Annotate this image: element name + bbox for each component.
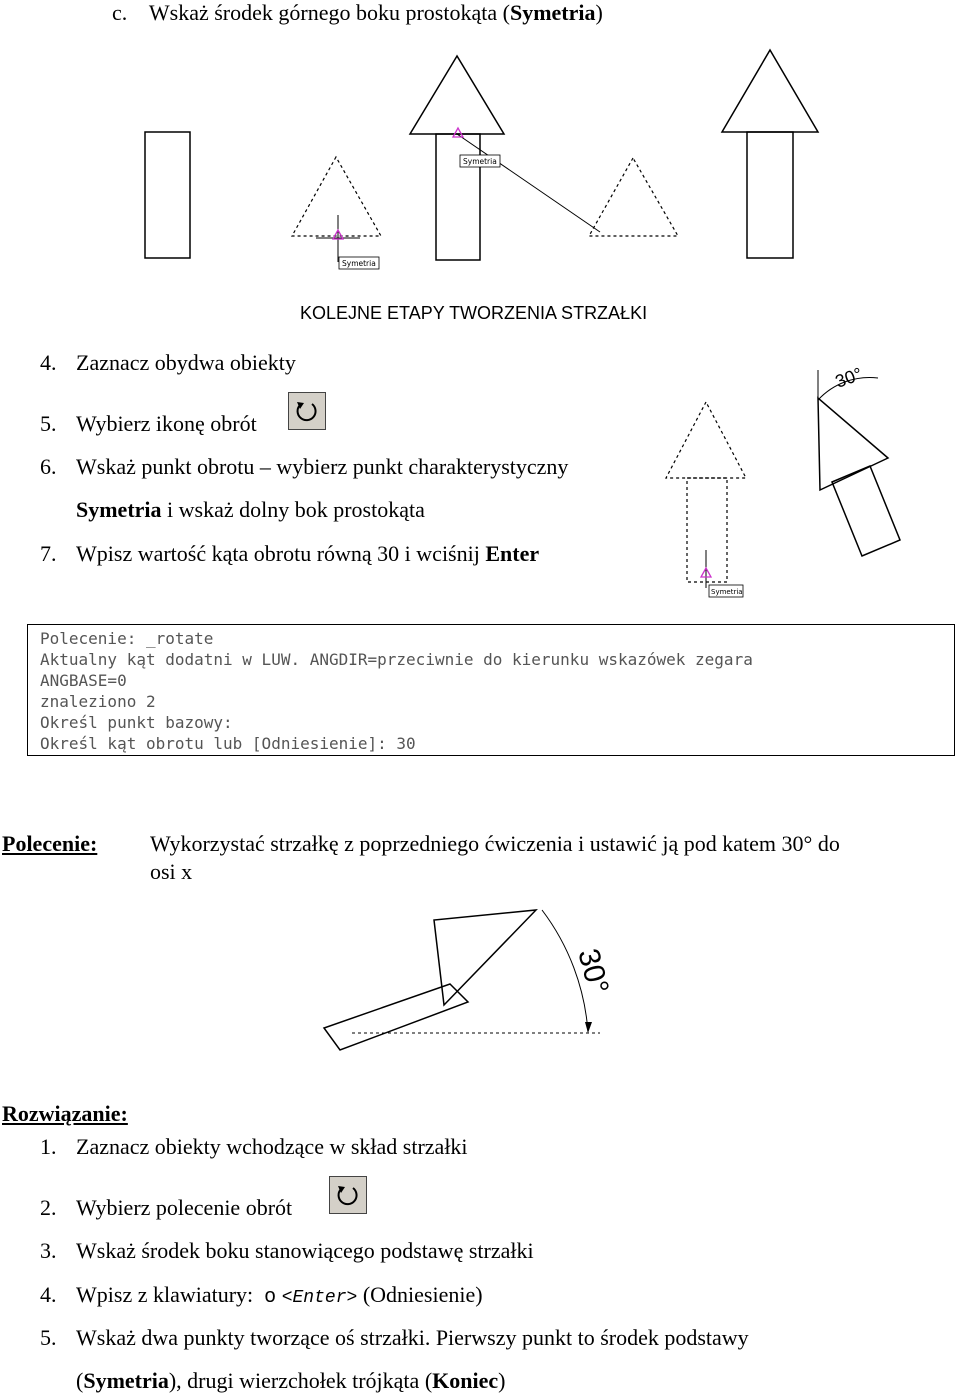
step-6-cont: Symetria i wskaż dolny bok prostokąta: [76, 497, 425, 522]
solution-step-2: 2. Wybierz polecenie obrót: [40, 1195, 293, 1220]
step-7: 7. Wpisz wartość kąta obrotu równą 30 i wciśnij Enter: [40, 541, 540, 566]
snap-marker-2: [453, 128, 463, 137]
top-step-text: Wskaż środek górnego boku prostokąta (: [148, 0, 510, 25]
rotate-button-2[interactable]: [329, 1176, 367, 1214]
task-text-1: Wykorzystać strzałkę z poprzedniego ćwiczenia i ustawić ją pod katem 30° do: [150, 831, 840, 856]
command-history: [27, 624, 955, 756]
task-label: Polecenie:: [2, 831, 98, 856]
stage1-rectangle: [145, 132, 190, 258]
command-line: znaleziono 2: [40, 692, 156, 711]
stage3-triangle: [410, 56, 504, 134]
rotate-icon: [289, 393, 325, 429]
figure1-caption: KOLEJNE ETAPY TWORZENIA STRZAŁKI: [300, 303, 648, 323]
rotate-icon: [330, 1177, 366, 1213]
solution-step-5-cont: (Symetria), drugi wierzchołek trójkąta (Koniec): [76, 1368, 506, 1393]
top-step-num: c.: [112, 0, 128, 25]
rotate-button[interactable]: [288, 392, 326, 430]
snap-label-1: Symetria: [342, 259, 376, 268]
key-enter: <Enter>: [281, 1288, 358, 1308]
solution-step-3: 3. Wskaż środek boku stanowiącego podstawę strzałki: [40, 1238, 534, 1263]
solution-step-1: 1. Zaznacz obiekty wchodzące w skład strzałki: [40, 1134, 468, 1159]
command-line: Określ punkt bazowy:: [40, 713, 233, 732]
command-line: Określ kąt obrotu lub [Odniesienie]: 30: [40, 734, 416, 753]
stage4-triangle: [722, 50, 818, 132]
angle-label-1: 30°: [832, 363, 865, 392]
step-4: 4. Zaznacz obydwa obiekty: [40, 350, 296, 375]
stage2-triangle: [292, 157, 381, 236]
figure-arrow-stages: [0, 0, 960, 340]
stage3-moving-triangle: [589, 158, 678, 236]
step-5: 5. Wybierz ikonę obrót: [40, 411, 257, 436]
top-step-bold: Symetria: [509, 0, 596, 25]
command-line: Aktualny kąt dodatni w LUW. ANGDIR=przeciwnie do kierunku wskazówek zegara: [40, 650, 753, 669]
top-step-suffix: ): [595, 0, 603, 25]
angle-label-2: 30°: [571, 945, 615, 998]
figure-target-arrow: [310, 900, 650, 1060]
solution-step-4: 4. Wpisz z klawiatury: o <Enter> (Odniesienie): [40, 1282, 483, 1309]
step-6: 6. Wskaż punkt obrotu – wybierz punkt charakterystyczny: [40, 454, 569, 479]
command-line: ANGBASE=0: [40, 671, 127, 690]
snap-label-3: Symetria: [711, 588, 743, 596]
figure-rotation: [660, 360, 960, 610]
solution-step-5: 5. Wskaż dwa punkty tworzące oś strzałki. Pierwszy punkt to środek podstawy: [40, 1325, 749, 1350]
command-line: Polecenie: _rotate: [40, 629, 214, 648]
task-text-2: osi x: [150, 859, 193, 884]
snap-label-2: Symetria: [463, 157, 497, 166]
key-o: o: [264, 1286, 277, 1309]
solution-heading: Rozwiązanie:: [2, 1101, 128, 1126]
